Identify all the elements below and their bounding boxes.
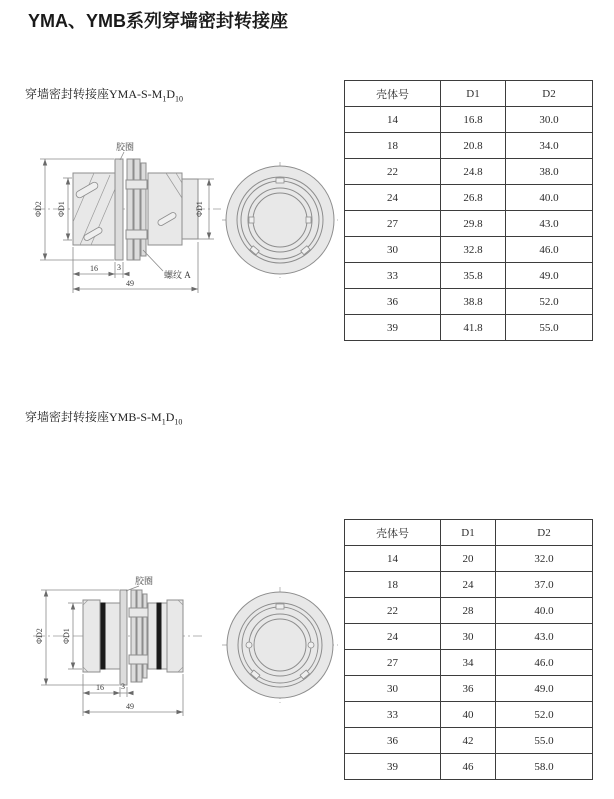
page-title: YMA、YMB系列穿墙密封转接座 [28, 11, 288, 31]
table-row: 18 24 37.0 [345, 572, 593, 598]
col-header-d1: D1 [441, 81, 506, 107]
table-row: 24 30 43.0 [345, 624, 593, 650]
table-row: 27 34 46.0 [345, 650, 593, 676]
o-ring-band [157, 603, 161, 669]
dim-d1-right-label: ΦD1 [195, 201, 204, 217]
table-row: 24 26.8 40.0 [345, 185, 593, 211]
yma-dimension-table [344, 80, 593, 341]
dim-d2-label: ΦD2 [35, 628, 44, 644]
table-row: 36 42 55.0 [345, 728, 593, 754]
table-row: 36 38.8 52.0 [345, 289, 593, 315]
dim-d1-left-label: ΦD1 [62, 628, 71, 644]
model-label-ymb: 穿墙密封转接座YMB-$S-M_1D_{10}$ [25, 410, 183, 427]
table-row: 14 20 32.0 [345, 546, 593, 572]
ymb-front-view-drawing [220, 585, 340, 705]
dim-d1-left-label: ΦD1 [57, 201, 66, 217]
dim-16-label: 16 [90, 264, 98, 273]
yma-side-view-drawing [30, 130, 225, 310]
col-header-d1: D1 [441, 520, 496, 546]
yma-front-view-drawing [220, 160, 340, 280]
table-row: 18 20.8 34.0 [345, 133, 593, 159]
table-header-row [345, 81, 593, 107]
table-row: 33 40 52.0 [345, 702, 593, 728]
table-row: 39 41.8 55.0 [345, 315, 593, 341]
table-row: 30 36 49.0 [345, 676, 593, 702]
table-row: 14 16.8 30.0 [345, 107, 593, 133]
table-row: 22 24.8 38.0 [345, 159, 593, 185]
col-header-shell: 壳体号 [345, 81, 441, 107]
model-label-yma: 穿墙密封转接座YMA-$S-M_1D_{10}$ [25, 87, 184, 104]
dim-3-label: 3 [121, 682, 125, 691]
ymb-dimension-table [344, 519, 593, 780]
table-header-row [345, 520, 593, 546]
dim-d2-label: ΦD2 [34, 201, 43, 217]
table-row: 22 28 40.0 [345, 598, 593, 624]
model-label-yma-text: 穿墙密封转接座YMA-S-M [25, 87, 163, 101]
col-header-d2: D2 [506, 81, 593, 107]
keyway-notch [276, 178, 284, 183]
table-row: 30 32.8 46.0 [345, 237, 593, 263]
keyway-notch [276, 604, 284, 609]
model-label-ymb-text: 穿墙密封转接座YMB-S-M [25, 410, 162, 424]
col-header-shell: 壳体号 [345, 520, 441, 546]
dim-49-label: 49 [126, 279, 134, 288]
ymb-side-view-drawing [30, 556, 225, 736]
flange [120, 590, 127, 685]
rubber-ring-label: 胶圈 [116, 142, 135, 152]
thread-a-label: 螺纹 A [164, 270, 191, 280]
dim-49-label: 49 [126, 702, 134, 711]
dim-3-label: 3 [117, 263, 121, 272]
table-row: 39 46 58.0 [345, 754, 593, 780]
col-header-d2: D2 [496, 520, 593, 546]
table-row: 33 35.8 49.0 [345, 263, 593, 289]
o-ring-band [101, 603, 105, 669]
flange [115, 159, 123, 260]
rubber-ring-label: 胶圈 [135, 576, 154, 586]
dim-16-label: 16 [96, 683, 104, 692]
table-row: 27 29.8 43.0 [345, 211, 593, 237]
